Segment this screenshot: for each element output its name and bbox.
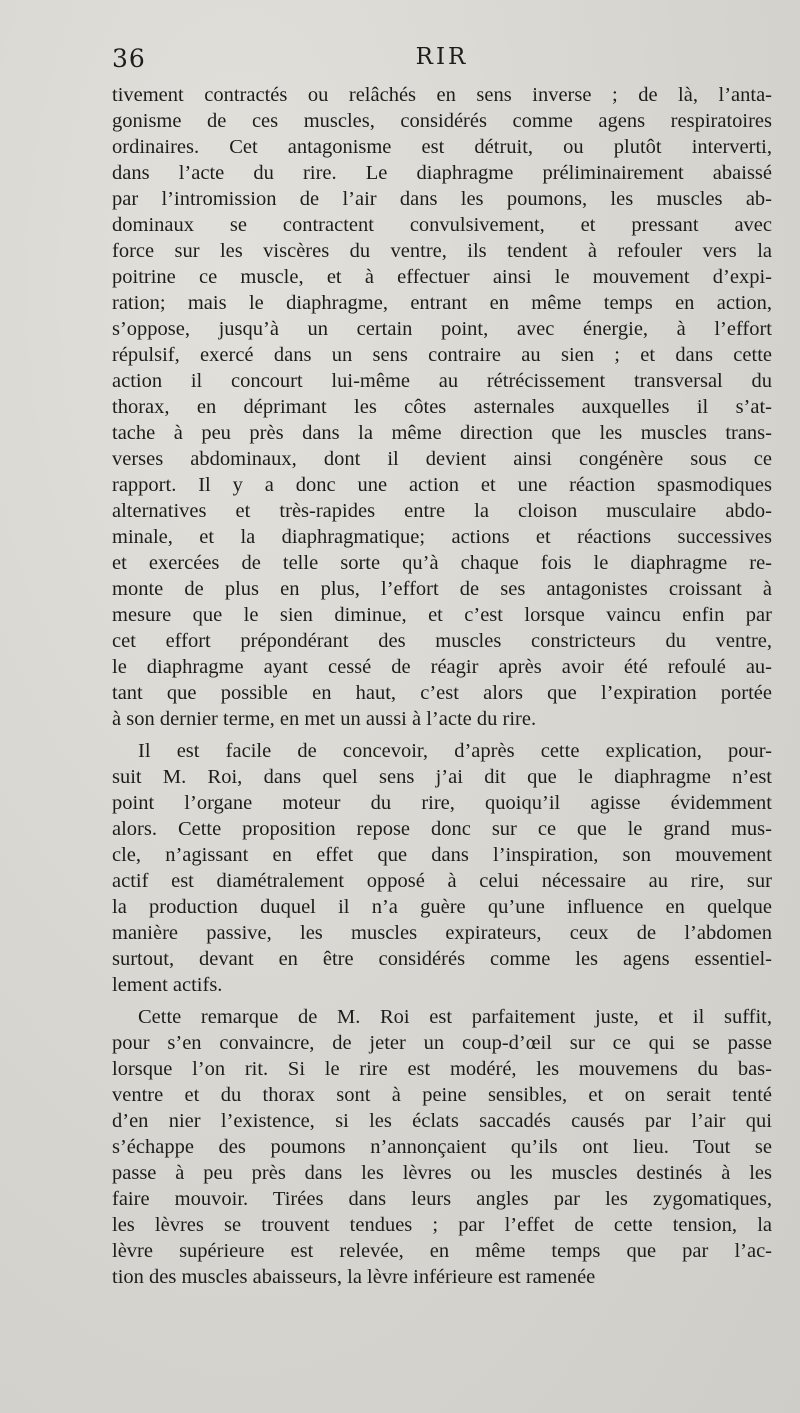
text-line: tant que possible en haut, c’est alors que l’expiration portée — [112, 682, 772, 704]
text-line: actif est diamétralement opposé à celui nécessaire au rire, sur — [112, 870, 772, 892]
text-line: tion des muscles abaisseurs, la lèvre inférieure est ramenée — [112, 1266, 596, 1288]
page-header — [112, 44, 772, 76]
paragraph — [112, 738, 772, 998]
text-line: tivement contractés ou relâchés en sens inverse ; de là, l’anta- — [112, 84, 772, 106]
text-line: s’échappe des poumons n’annonçaient qu’ils ont lieu. Tout se — [112, 1136, 772, 1158]
text-line: force sur les viscères du ventre, ils tendent à refouler vers la — [112, 240, 772, 262]
text-line: passe à peu près dans les lèvres ou les muscles destinés à les — [112, 1162, 772, 1184]
paragraph — [112, 1004, 772, 1290]
text-line: verses abdominaux, dont il devient ainsi congénère sous ce — [112, 448, 772, 470]
text-line: ordinaires. Cet antagonisme est détruit, ou plutôt interverti, — [112, 136, 772, 158]
text-line: mesure que le sien diminue, et c’est lorsque vaincu enfin par — [112, 604, 772, 626]
text-line: et exercées de telle sorte qu’à chaque fois le diaphragme re- — [112, 552, 772, 574]
text-line: gonisme de ces muscles, considérés comme agens respiratoires — [112, 110, 772, 132]
text-line: point l’organe moteur du rire, quoiqu’il agisse évidemment — [112, 792, 772, 814]
text-line: poitrine ce muscle, et à effectuer ainsi le mouvement d’expi- — [112, 266, 772, 288]
text-line: par l’intromission de l’air dans les poumons, les muscles ab- — [112, 188, 772, 210]
text-line: suit M. Roi, dans quel sens j’ai dit que le diaphragme n’est — [112, 766, 772, 788]
text-line: lèvre supérieure est relevée, en même temps que par l’ac- — [112, 1240, 772, 1262]
text-line: manière passive, les muscles expirateurs, ceux de l’abdomen — [112, 922, 772, 944]
text-line: s’oppose, jusqu’à un certain point, avec énergie, à l’effort — [112, 318, 772, 340]
text-line: ventre et du thorax sont à peine sensibles, et on serait tenté — [112, 1084, 772, 1106]
text-line: surtout, devant en être considérés comme les agens essentiel- — [112, 948, 772, 970]
text-line: le diaphragme ayant cessé de réagir après avoir été refoulé au- — [112, 656, 772, 678]
text-line: action il concourt lui-même au rétrécissement transversal du — [112, 370, 772, 392]
text-line: minale, et la diaphragmatique; actions et réactions successives — [112, 526, 772, 548]
text-line: répulsif, exercé dans un sens contraire au sien ; et dans cette — [112, 344, 772, 366]
text-line: lorsque l’on rit. Si le rire est modéré, les mouvemens du bas- — [112, 1058, 772, 1080]
text-line: alors. Cette proposition repose donc sur ce que le grand mus- — [112, 818, 772, 840]
text-line: la production duquel il n’a guère qu’une influence en quelque — [112, 896, 772, 918]
text-line: thorax, en déprimant les côtes asternales auxquelles il s’at- — [112, 396, 772, 418]
text-line: rapport. Il y a donc une action et une réaction spasmodiques — [112, 474, 772, 496]
page-body — [112, 82, 772, 1290]
text-line: pour s’en convaincre, de jeter un coup-d’œil sur ce qui se passe — [112, 1032, 772, 1054]
text-line: cle, n’agissant en effet que dans l’inspiration, son mouvement — [112, 844, 772, 866]
text-line: à son dernier terme, en met un aussi à l’acte du rire. — [112, 708, 537, 730]
text-line: faire mouvoir. Tirées dans leurs angles par les zygomatiques, — [112, 1188, 772, 1210]
text-line: dominaux se contractent convulsivement, et pressant avec — [112, 214, 772, 236]
page-number: 36 — [112, 44, 146, 73]
text-line: dans l’acte du rire. Le diaphragme préliminairement abaissé — [112, 162, 772, 184]
running-title: RIR — [415, 44, 469, 70]
text-line: les lèvres se trouvent tendues ; par l’effet de cette tension, la — [112, 1214, 772, 1236]
text-line: tache à peu près dans la même direction que les muscles trans- — [112, 422, 772, 444]
text-line: lement actifs. — [112, 974, 223, 996]
text-line: Cette remarque de M. Roi est parfaitement juste, et il suffit, — [138, 1006, 772, 1028]
text-line: d’en nier l’existence, si les éclats saccadés causés par l’air qui — [112, 1110, 772, 1132]
text-line: alternatives et très-rapides entre la cloison musculaire abdo- — [112, 500, 772, 522]
text-line: ration; mais le diaphragme, entrant en même temps en action, — [112, 292, 772, 314]
text-line: cet effort prépondérant des muscles constricteurs du ventre, — [112, 630, 772, 652]
paragraph — [112, 82, 772, 732]
text-line: Il est facile de concevoir, d’après cette explication, pour- — [138, 740, 772, 762]
text-line: monte de plus en plus, l’effort de ses antagonistes croissant à — [112, 578, 772, 600]
